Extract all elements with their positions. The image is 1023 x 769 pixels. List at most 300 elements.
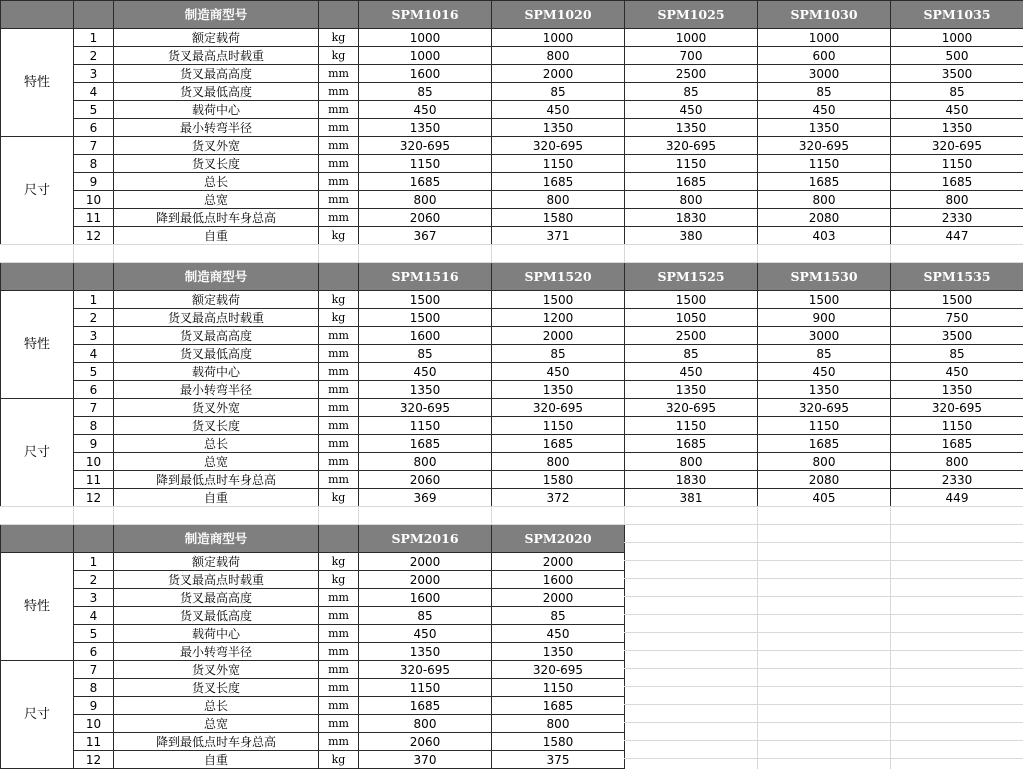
- unit-cell[interactable]: mm: [319, 173, 359, 191]
- value-cell[interactable]: 1685: [891, 435, 1023, 453]
- value-cell[interactable]: 1580: [492, 471, 625, 489]
- value-cell[interactable]: 800: [891, 191, 1023, 209]
- unit-cell[interactable]: mm: [319, 589, 359, 607]
- spec-name[interactable]: 额定载荷: [114, 29, 319, 47]
- value-cell[interactable]: 1350: [492, 381, 625, 399]
- row-number[interactable]: 7: [74, 137, 114, 155]
- table-row: [1, 679, 625, 697]
- value-cell[interactable]: 2060: [359, 209, 492, 227]
- value-cell[interactable]: 1000: [492, 29, 625, 47]
- value-cell[interactable]: 800: [492, 47, 625, 65]
- unit-cell[interactable]: mm: [319, 191, 359, 209]
- row-number[interactable]: 2: [74, 571, 114, 589]
- value-cell[interactable]: 1500: [625, 291, 758, 309]
- row-number[interactable]: 8: [74, 155, 114, 173]
- unit-cell[interactable]: mm: [319, 453, 359, 471]
- table-row: [1, 751, 625, 769]
- value-cell[interactable]: 367: [359, 227, 492, 245]
- header-blank-cell[interactable]: [1, 525, 74, 553]
- row-number[interactable]: 12: [74, 227, 114, 245]
- table-row: [1, 137, 1023, 155]
- header-label[interactable]: 制造商型号: [114, 1, 319, 29]
- spec-name[interactable]: 货叉最低高度: [114, 83, 319, 101]
- value-cell[interactable]: 85: [492, 83, 625, 101]
- value-cell[interactable]: 375: [492, 751, 625, 769]
- spec-name[interactable]: 总宽: [114, 715, 319, 733]
- value-cell[interactable]: 450: [492, 363, 625, 381]
- value-cell[interactable]: 3500: [891, 65, 1023, 83]
- row-number[interactable]: 3: [74, 589, 114, 607]
- spec-name[interactable]: 货叉最高点时载重: [114, 309, 319, 327]
- value-cell[interactable]: 1000: [625, 29, 758, 47]
- unit-cell[interactable]: mm: [319, 65, 359, 83]
- value-cell[interactable]: 2330: [891, 471, 1023, 489]
- value-cell[interactable]: 380: [625, 227, 758, 245]
- unit-cell[interactable]: mm: [319, 679, 359, 697]
- row-number[interactable]: 7: [74, 399, 114, 417]
- unit-cell[interactable]: mm: [319, 733, 359, 751]
- unit-cell[interactable]: kg: [319, 751, 359, 769]
- row-number[interactable]: 9: [74, 173, 114, 191]
- value-cell[interactable]: 2000: [492, 589, 625, 607]
- unit-cell[interactable]: mm: [319, 661, 359, 679]
- row-number[interactable]: 10: [74, 453, 114, 471]
- model-header[interactable]: SPM1525: [625, 263, 758, 291]
- value-cell[interactable]: 1685: [758, 173, 891, 191]
- table-row: [1, 607, 625, 625]
- grid-line: [757, 506, 758, 524]
- model-header[interactable]: SPM1025: [625, 1, 758, 29]
- value-cell[interactable]: 2060: [359, 733, 492, 751]
- value-cell[interactable]: 900: [758, 309, 891, 327]
- row-number[interactable]: 2: [74, 47, 114, 65]
- spec-name[interactable]: 总宽: [114, 453, 319, 471]
- value-cell[interactable]: 1500: [891, 291, 1023, 309]
- row-number[interactable]: 1: [74, 553, 114, 571]
- value-cell[interactable]: 320-695: [492, 399, 625, 417]
- row-number[interactable]: 4: [74, 83, 114, 101]
- value-cell[interactable]: 1500: [758, 291, 891, 309]
- unit-cell[interactable]: mm: [319, 435, 359, 453]
- value-cell[interactable]: 450: [891, 363, 1023, 381]
- unit-cell[interactable]: kg: [319, 29, 359, 47]
- value-cell[interactable]: 800: [359, 191, 492, 209]
- value-cell[interactable]: 320-695: [891, 399, 1023, 417]
- header-blank-cell[interactable]: [74, 1, 114, 29]
- value-cell[interactable]: 320-695: [625, 399, 758, 417]
- value-cell[interactable]: 320-695: [758, 137, 891, 155]
- value-cell[interactable]: 1150: [625, 155, 758, 173]
- value-cell[interactable]: 1350: [758, 381, 891, 399]
- value-cell[interactable]: 85: [758, 345, 891, 363]
- spec-name[interactable]: 最小转弯半径: [114, 381, 319, 399]
- spec-name[interactable]: 货叉最高点时载重: [114, 47, 319, 65]
- value-cell[interactable]: 1685: [625, 435, 758, 453]
- spec-name[interactable]: 载荷中心: [114, 101, 319, 119]
- spec-name[interactable]: 货叉最高点时载重: [114, 571, 319, 589]
- model-header[interactable]: SPM1535: [891, 263, 1023, 291]
- unit-cell[interactable]: mm: [319, 471, 359, 489]
- value-cell[interactable]: 1685: [492, 697, 625, 715]
- value-cell[interactable]: 700: [625, 47, 758, 65]
- unit-cell[interactable]: mm: [319, 625, 359, 643]
- value-cell[interactable]: 2080: [758, 209, 891, 227]
- value-cell[interactable]: 1150: [891, 417, 1023, 435]
- value-cell[interactable]: 1150: [359, 417, 492, 435]
- value-cell[interactable]: 800: [758, 453, 891, 471]
- header-blank-cell[interactable]: [319, 263, 359, 291]
- value-cell[interactable]: 1150: [492, 417, 625, 435]
- value-cell[interactable]: 450: [492, 625, 625, 643]
- value-cell[interactable]: 1600: [359, 327, 492, 345]
- value-cell[interactable]: 1350: [891, 119, 1023, 137]
- value-cell[interactable]: 1580: [492, 209, 625, 227]
- model-header[interactable]: SPM1016: [359, 1, 492, 29]
- value-cell[interactable]: 1150: [758, 155, 891, 173]
- value-cell[interactable]: 2500: [625, 65, 758, 83]
- value-cell[interactable]: 1350: [492, 119, 625, 137]
- spec-name[interactable]: 货叉最高高度: [114, 65, 319, 83]
- value-cell[interactable]: 320-695: [492, 661, 625, 679]
- value-cell[interactable]: 2080: [758, 471, 891, 489]
- row-number[interactable]: 1: [74, 291, 114, 309]
- value-cell[interactable]: 1350: [359, 643, 492, 661]
- row-number[interactable]: 8: [74, 679, 114, 697]
- spec-name[interactable]: 货叉最高高度: [114, 327, 319, 345]
- value-cell[interactable]: 800: [492, 453, 625, 471]
- value-cell[interactable]: 450: [625, 101, 758, 119]
- value-cell[interactable]: 371: [492, 227, 625, 245]
- table-row: [1, 209, 1023, 227]
- header-blank-cell[interactable]: [74, 525, 114, 553]
- value-cell[interactable]: 1000: [359, 47, 492, 65]
- model-header[interactable]: SPM1030: [758, 1, 891, 29]
- value-cell[interactable]: 85: [625, 345, 758, 363]
- row-number[interactable]: 9: [74, 435, 114, 453]
- value-cell[interactable]: 1150: [492, 155, 625, 173]
- row-number[interactable]: 4: [74, 607, 114, 625]
- unit-cell[interactable]: kg: [319, 291, 359, 309]
- row-number[interactable]: 5: [74, 363, 114, 381]
- value-cell[interactable]: 800: [625, 191, 758, 209]
- grid-line: [491, 244, 492, 262]
- spec-name[interactable]: 货叉最低高度: [114, 607, 319, 625]
- unit-cell[interactable]: mm: [319, 209, 359, 227]
- value-cell[interactable]: 800: [758, 191, 891, 209]
- value-cell[interactable]: 3000: [758, 327, 891, 345]
- unit-cell[interactable]: mm: [319, 101, 359, 119]
- group-label-dimensions[interactable]: 尺寸: [1, 399, 74, 507]
- group-label-dimensions[interactable]: 尺寸: [1, 661, 74, 769]
- spec-name[interactable]: 货叉外宽: [114, 399, 319, 417]
- row-number[interactable]: 5: [74, 625, 114, 643]
- value-cell[interactable]: 403: [758, 227, 891, 245]
- value-cell[interactable]: 320-695: [625, 137, 758, 155]
- value-cell[interactable]: 85: [891, 83, 1023, 101]
- spec-name[interactable]: 货叉最高高度: [114, 589, 319, 607]
- value-cell[interactable]: 1200: [492, 309, 625, 327]
- unit-cell[interactable]: mm: [319, 363, 359, 381]
- value-cell[interactable]: 1000: [891, 29, 1023, 47]
- value-cell[interactable]: 370: [359, 751, 492, 769]
- value-cell[interactable]: 450: [359, 101, 492, 119]
- value-cell[interactable]: 1350: [758, 119, 891, 137]
- value-cell[interactable]: 800: [492, 715, 625, 733]
- value-cell[interactable]: 1350: [891, 381, 1023, 399]
- group-label-features[interactable]: 特性: [1, 29, 74, 137]
- grid-line: [624, 668, 1023, 669]
- row-number[interactable]: 10: [74, 191, 114, 209]
- value-cell[interactable]: 1150: [359, 155, 492, 173]
- unit-cell[interactable]: kg: [319, 489, 359, 507]
- row-number[interactable]: 6: [74, 119, 114, 137]
- table-row: [1, 119, 1023, 137]
- unit-cell[interactable]: mm: [319, 137, 359, 155]
- value-cell[interactable]: 2000: [492, 553, 625, 571]
- unit-cell[interactable]: mm: [319, 327, 359, 345]
- spec-name[interactable]: 货叉外宽: [114, 137, 319, 155]
- value-cell[interactable]: 1350: [359, 119, 492, 137]
- model-header[interactable]: SPM1516: [359, 263, 492, 291]
- row-number[interactable]: 12: [74, 751, 114, 769]
- value-cell[interactable]: 1350: [359, 381, 492, 399]
- model-header[interactable]: SPM1520: [492, 263, 625, 291]
- unit-cell[interactable]: mm: [319, 399, 359, 417]
- spec-name[interactable]: 自重: [114, 489, 319, 507]
- unit-cell[interactable]: mm: [319, 345, 359, 363]
- value-cell[interactable]: 2000: [492, 327, 625, 345]
- row-number[interactable]: 11: [74, 471, 114, 489]
- spec-name[interactable]: 总长: [114, 435, 319, 453]
- value-cell[interactable]: 2000: [359, 553, 492, 571]
- value-cell[interactable]: 1685: [758, 435, 891, 453]
- value-cell[interactable]: 800: [492, 191, 625, 209]
- group-label-features[interactable]: 特性: [1, 553, 74, 661]
- value-cell[interactable]: 1350: [625, 381, 758, 399]
- spec-name[interactable]: 降到最低点时车身总高: [114, 471, 319, 489]
- row-number[interactable]: 4: [74, 345, 114, 363]
- value-cell[interactable]: 1685: [359, 697, 492, 715]
- value-cell[interactable]: 800: [625, 453, 758, 471]
- unit-cell[interactable]: kg: [319, 309, 359, 327]
- model-header[interactable]: SPM1020: [492, 1, 625, 29]
- spec-name[interactable]: 货叉长度: [114, 417, 319, 435]
- value-cell[interactable]: 1000: [758, 29, 891, 47]
- unit-cell[interactable]: mm: [319, 643, 359, 661]
- unit-cell[interactable]: mm: [319, 83, 359, 101]
- value-cell[interactable]: 85: [492, 345, 625, 363]
- model-header[interactable]: SPM1035: [891, 1, 1023, 29]
- header-blank-cell[interactable]: [1, 263, 74, 291]
- row-number[interactable]: 9: [74, 697, 114, 715]
- row-number[interactable]: 3: [74, 327, 114, 345]
- value-cell[interactable]: 1150: [758, 417, 891, 435]
- spec-name[interactable]: 降到最低点时车身总高: [114, 733, 319, 751]
- value-cell[interactable]: 1500: [492, 291, 625, 309]
- value-cell[interactable]: 1150: [891, 155, 1023, 173]
- value-cell[interactable]: 1000: [359, 29, 492, 47]
- header-blank-cell[interactable]: [74, 263, 114, 291]
- row-number[interactable]: 7: [74, 661, 114, 679]
- value-cell[interactable]: 1830: [625, 471, 758, 489]
- value-cell[interactable]: 450: [625, 363, 758, 381]
- group-label-features[interactable]: 特性: [1, 291, 74, 399]
- value-cell[interactable]: 85: [891, 345, 1023, 363]
- value-cell[interactable]: 320-695: [359, 137, 492, 155]
- value-cell[interactable]: 1050: [625, 309, 758, 327]
- header-label[interactable]: 制造商型号: [114, 263, 319, 291]
- spec-name[interactable]: 降到最低点时车身总高: [114, 209, 319, 227]
- value-cell[interactable]: 405: [758, 489, 891, 507]
- grid-line: [73, 506, 74, 524]
- value-cell[interactable]: 449: [891, 489, 1023, 507]
- row-number[interactable]: 6: [74, 381, 114, 399]
- value-cell[interactable]: 450: [891, 101, 1023, 119]
- spec-name[interactable]: 最小转弯半径: [114, 119, 319, 137]
- value-cell[interactable]: 800: [359, 453, 492, 471]
- row-number[interactable]: 11: [74, 209, 114, 227]
- value-cell[interactable]: 600: [758, 47, 891, 65]
- spec-name[interactable]: 载荷中心: [114, 625, 319, 643]
- header-blank-cell[interactable]: [319, 525, 359, 553]
- spec-name[interactable]: 货叉外宽: [114, 661, 319, 679]
- spec-name[interactable]: 自重: [114, 751, 319, 769]
- value-cell[interactable]: 85: [359, 345, 492, 363]
- unit-cell[interactable]: kg: [319, 553, 359, 571]
- unit-cell[interactable]: mm: [319, 417, 359, 435]
- value-cell[interactable]: 1830: [625, 209, 758, 227]
- value-cell[interactable]: 1600: [492, 571, 625, 589]
- spec-name[interactable]: 最小转弯半径: [114, 643, 319, 661]
- value-cell[interactable]: 381: [625, 489, 758, 507]
- grid-line: [757, 244, 758, 262]
- value-cell[interactable]: 320-695: [359, 661, 492, 679]
- unit-cell[interactable]: mm: [319, 119, 359, 137]
- value-cell[interactable]: 1350: [625, 119, 758, 137]
- value-cell[interactable]: 450: [492, 101, 625, 119]
- grid-line: [624, 524, 1023, 525]
- value-cell[interactable]: 800: [891, 453, 1023, 471]
- value-cell[interactable]: 1685: [359, 173, 492, 191]
- spec-name[interactable]: 货叉长度: [114, 679, 319, 697]
- row-number[interactable]: 6: [74, 643, 114, 661]
- spec-name[interactable]: 总长: [114, 173, 319, 191]
- value-cell[interactable]: 750: [891, 309, 1023, 327]
- row-number[interactable]: 8: [74, 417, 114, 435]
- row-number[interactable]: 10: [74, 715, 114, 733]
- unit-cell[interactable]: mm: [319, 607, 359, 625]
- header-blank-cell[interactable]: [319, 1, 359, 29]
- value-cell[interactable]: 500: [891, 47, 1023, 65]
- value-cell[interactable]: 2330: [891, 209, 1023, 227]
- row-number[interactable]: 12: [74, 489, 114, 507]
- header-label[interactable]: 制造商型号: [114, 525, 319, 553]
- value-cell[interactable]: 450: [359, 363, 492, 381]
- value-cell[interactable]: 1500: [359, 291, 492, 309]
- unit-cell[interactable]: mm: [319, 715, 359, 733]
- value-cell[interactable]: 1600: [359, 589, 492, 607]
- value-cell[interactable]: 320-695: [492, 137, 625, 155]
- value-cell[interactable]: 800: [359, 715, 492, 733]
- value-cell[interactable]: 85: [359, 607, 492, 625]
- row-number[interactable]: 5: [74, 101, 114, 119]
- spec-name[interactable]: 货叉最低高度: [114, 345, 319, 363]
- unit-cell[interactable]: kg: [319, 47, 359, 65]
- value-cell[interactable]: 1500: [359, 309, 492, 327]
- value-cell[interactable]: 450: [758, 363, 891, 381]
- table-row: [1, 733, 625, 751]
- value-cell[interactable]: 372: [492, 489, 625, 507]
- group-label-dimensions[interactable]: 尺寸: [1, 137, 74, 245]
- row-number[interactable]: 2: [74, 309, 114, 327]
- value-cell[interactable]: 1150: [359, 679, 492, 697]
- value-cell[interactable]: 450: [359, 625, 492, 643]
- value-cell[interactable]: 320-695: [359, 399, 492, 417]
- unit-cell[interactable]: mm: [319, 381, 359, 399]
- spec-name[interactable]: 额定载荷: [114, 553, 319, 571]
- value-cell[interactable]: 320-695: [758, 399, 891, 417]
- model-header[interactable]: SPM2016: [359, 525, 492, 553]
- value-cell[interactable]: 3000: [758, 65, 891, 83]
- value-cell[interactable]: 369: [359, 489, 492, 507]
- spec-name[interactable]: 载荷中心: [114, 363, 319, 381]
- unit-cell[interactable]: mm: [319, 697, 359, 715]
- value-cell[interactable]: 85: [492, 607, 625, 625]
- table-row: [1, 435, 1023, 453]
- header-blank-cell[interactable]: [1, 1, 74, 29]
- value-cell[interactable]: 450: [758, 101, 891, 119]
- table-row: [1, 173, 1023, 191]
- value-cell[interactable]: 85: [359, 83, 492, 101]
- value-cell[interactable]: 1600: [359, 65, 492, 83]
- value-cell[interactable]: 2500: [625, 327, 758, 345]
- value-cell[interactable]: 2000: [359, 571, 492, 589]
- unit-cell[interactable]: mm: [319, 155, 359, 173]
- grid-line: [624, 596, 1023, 597]
- value-cell[interactable]: 85: [758, 83, 891, 101]
- spec-name[interactable]: 额定载荷: [114, 291, 319, 309]
- model-header[interactable]: SPM2020: [492, 525, 625, 553]
- spec-name[interactable]: 总长: [114, 697, 319, 715]
- value-cell[interactable]: 1580: [492, 733, 625, 751]
- model-header[interactable]: SPM1530: [758, 263, 891, 291]
- spec-name[interactable]: 总宽: [114, 191, 319, 209]
- value-cell[interactable]: 320-695: [891, 137, 1023, 155]
- row-number[interactable]: 3: [74, 65, 114, 83]
- value-cell[interactable]: 1685: [492, 435, 625, 453]
- value-cell[interactable]: 2060: [359, 471, 492, 489]
- grid-line: [0, 262, 1023, 263]
- unit-cell[interactable]: kg: [319, 227, 359, 245]
- row-number[interactable]: 11: [74, 733, 114, 751]
- value-cell[interactable]: 1150: [492, 679, 625, 697]
- grid-line: [624, 560, 1023, 561]
- row-number[interactable]: 1: [74, 29, 114, 47]
- value-cell[interactable]: 85: [625, 83, 758, 101]
- spec-name[interactable]: 货叉长度: [114, 155, 319, 173]
- value-cell[interactable]: 1150: [625, 417, 758, 435]
- value-cell[interactable]: 2000: [492, 65, 625, 83]
- value-cell[interactable]: 1685: [891, 173, 1023, 191]
- value-cell[interactable]: 1685: [625, 173, 758, 191]
- value-cell[interactable]: 447: [891, 227, 1023, 245]
- value-cell[interactable]: 1685: [492, 173, 625, 191]
- value-cell[interactable]: 1350: [492, 643, 625, 661]
- unit-cell[interactable]: kg: [319, 571, 359, 589]
- value-cell[interactable]: 1685: [359, 435, 492, 453]
- spec-name[interactable]: 自重: [114, 227, 319, 245]
- value-cell[interactable]: 3500: [891, 327, 1023, 345]
